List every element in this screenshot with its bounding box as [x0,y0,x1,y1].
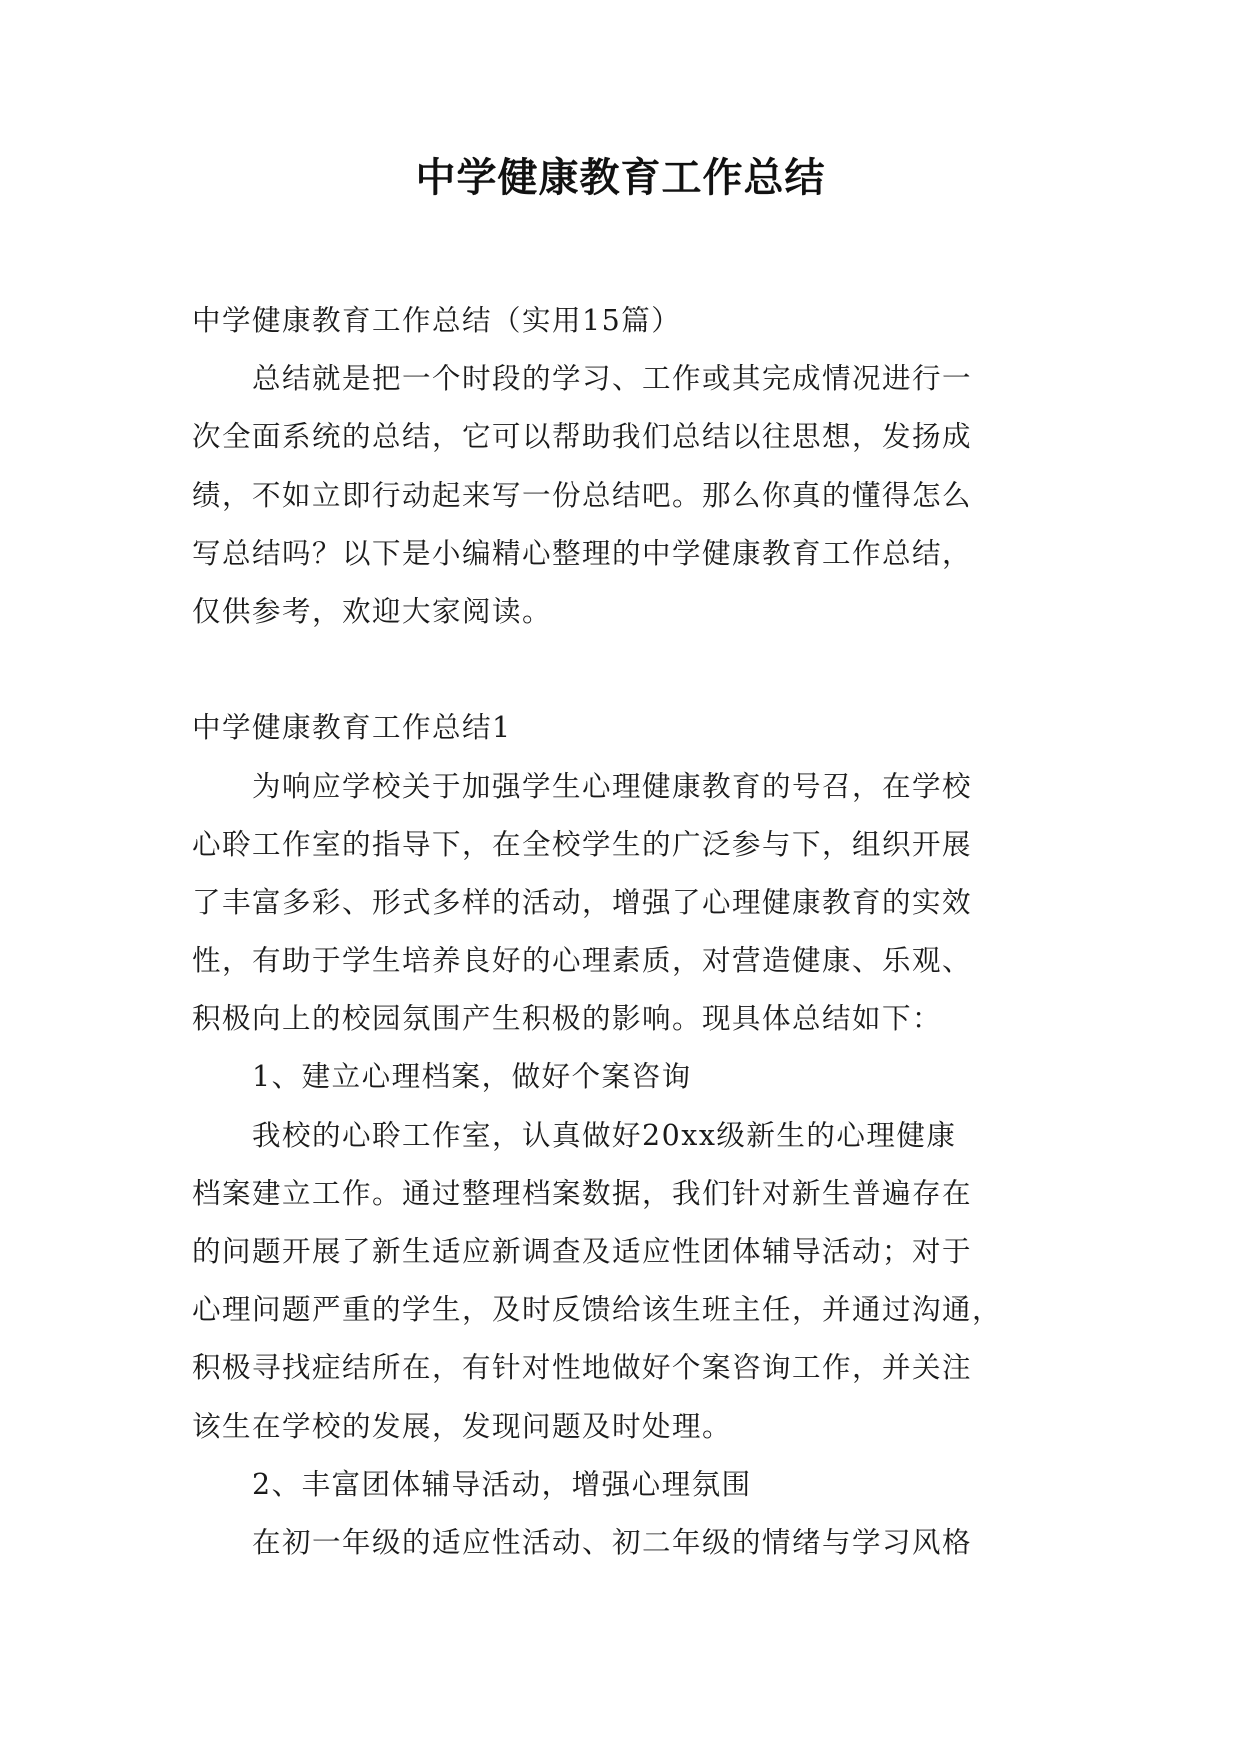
intro-line: 写总结吗？以下是小编精心整理的中学健康教育工作总结， [192,536,973,570]
item-line: 档案建立工作。通过整理档案数据，我们针对新生普遍存在 [192,1176,973,1210]
item-line: 积极寻找症结所在，有针对性地做好个案咨询工作，并关注 [192,1351,973,1385]
section-line: 为响应学校关于加强学生心理健康教育的号召，在学校 [192,769,973,803]
intro-line: 总结就是把一个时段的学习、工作或其完成情况进行一 [192,362,973,396]
item-line: 在初一年级的适应性活动、初二年级的情绪与学习风格 [192,1525,973,1559]
paragraph-gap [192,641,1052,699]
section-line: 性，有助于学生培养良好的心理素质，对营造健康、乐观、 [192,944,973,978]
item-heading: 2、丰富团体辅导活动，增强心理氛围 [192,1467,752,1501]
intro-line: 次全面系统的总结，它可以帮助我们总结以往思想，发扬成 [192,420,973,454]
section-line: 积极向上的校园氛围产生积极的影响。现具体总结如下： [192,1002,943,1036]
item-line: 该生在学校的发展，发现问题及时处理。 [192,1409,733,1443]
page-title: 中学健康教育工作总结 [415,155,826,201]
section-line: 了丰富多彩、形式多样的活动，增强了心理健康教育的实效 [192,885,973,919]
item-heading: 1、建立心理档案，做好个案咨询 [192,1060,692,1094]
intro-line: 绩，不如立即行动起来写一份总结吧。那么你真的懂得怎么 [192,478,973,512]
item-line: 的问题开展了新生适应新调查及适应性团体辅导活动；对于 [192,1235,973,1268]
document-subtitle: 中学健康教育工作总结（实用15篇） [192,304,682,337]
section-heading: 中学健康教育工作总结1 [192,711,512,745]
item-line: 心理问题严重的学生，及时反馈给该生班主任，并通过沟通， [192,1293,1003,1327]
section-line: 心聆工作室的指导下，在全校学生的广泛参与下，组织开展 [192,827,973,861]
intro-line: 仅供参考，欢迎大家阅读。 [192,594,553,628]
document-body [192,292,1052,1572]
item-line: 我校的心聆工作室，认真做好20xx级新生的心理健康 [192,1118,957,1152]
